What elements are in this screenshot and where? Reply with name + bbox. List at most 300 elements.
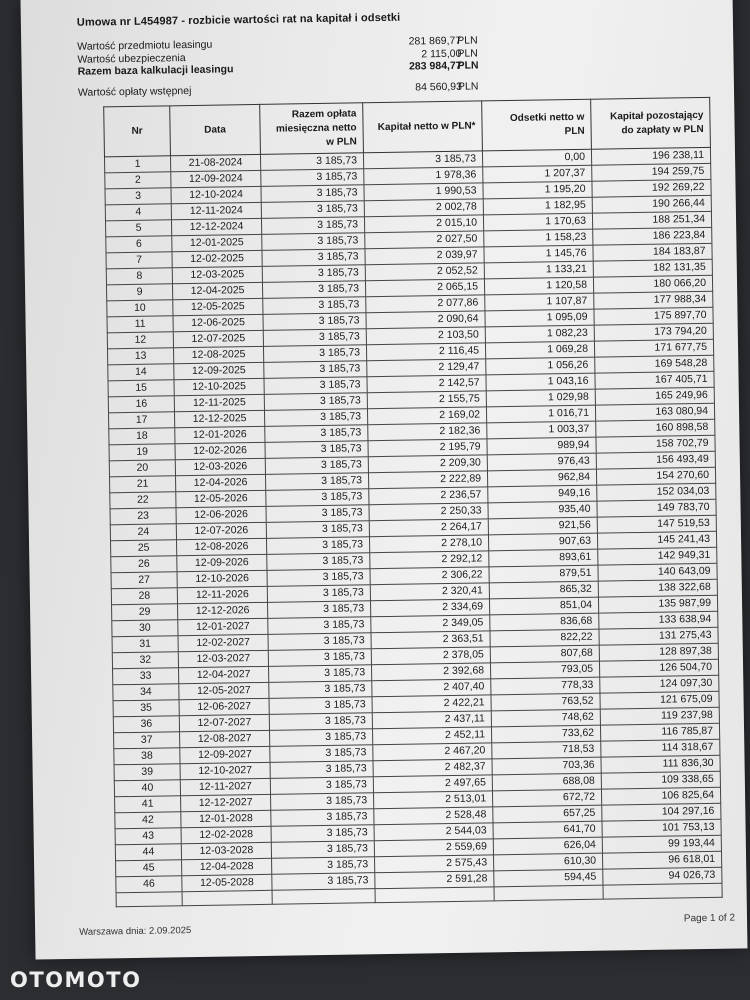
summary-label: Wartość opłaty wstępnej	[77, 84, 192, 99]
cell-remaining: 116 785,87	[600, 723, 719, 741]
cell-total: 3 185,73	[271, 841, 374, 859]
summary-value: 281 869,77	[408, 34, 462, 48]
cell-date: 12-07-2025	[173, 330, 263, 347]
cell-interest: 921,56	[488, 517, 597, 535]
cell-remaining: 119 237,98	[600, 707, 719, 725]
cell-total: 3 185,73	[263, 345, 366, 363]
cell-interest: 641,70	[493, 821, 602, 839]
cell-remaining: 128 897,38	[599, 643, 718, 661]
cell-remaining: 175 897,70	[594, 307, 713, 325]
cell-nr: 15	[108, 380, 174, 397]
cell-capital: 2 052,52	[365, 263, 484, 281]
cell-nr: 21	[110, 476, 176, 493]
cell-capital: 2 236,57	[369, 487, 488, 505]
cell-nr: 27	[111, 572, 177, 589]
cell-nr: 33	[113, 668, 179, 685]
cell-remaining: 180 066,20	[593, 275, 712, 293]
summary-value: 2 115,00	[421, 47, 462, 61]
cell-capital: 2 195,79	[368, 439, 487, 457]
cell-remaining: 171 677,75	[594, 339, 713, 357]
cell-date: 12-06-2026	[176, 506, 266, 523]
header-capital: Kapitał netto w PLN*	[363, 101, 483, 153]
cell-remaining: 131 275,43	[599, 627, 718, 645]
cell-capital: 2 467,20	[373, 743, 492, 761]
cell-capital: 2 497,65	[373, 775, 492, 793]
cell-capital: 2 116,45	[366, 343, 485, 361]
cell-capital: 2 129,47	[367, 359, 486, 377]
cell-capital: 2 182,36	[368, 423, 487, 441]
cell-total: 3 185,73	[267, 553, 370, 571]
cell-date: 12-07-2026	[176, 522, 266, 539]
cell-remaining: 138 322,68	[598, 579, 717, 597]
cell-remaining: 121 675,09	[600, 691, 719, 709]
cell-capital: 1 978,36	[364, 167, 483, 185]
cell-remaining: 140 643,09	[598, 563, 717, 581]
cell-nr: 40	[114, 780, 180, 797]
cell-total: 3 185,73	[267, 569, 370, 587]
cell-interest: 1 016,71	[486, 405, 595, 423]
cell-total: 3 185,73	[271, 809, 374, 827]
cell-capital: 2 278,10	[369, 535, 488, 553]
document-page	[21, 0, 748, 960]
cell-total: 3 185,73	[264, 377, 367, 395]
cell-date: 12-11-2025	[174, 394, 264, 411]
cell-interest: 1 120,58	[484, 277, 593, 295]
cell-date: 12-10-2027	[180, 762, 270, 779]
cell-capital: 2 482,37	[373, 759, 492, 777]
cell-remaining: 160 898,58	[596, 419, 715, 437]
summary-label: Wartość przedmiotu leasingu	[77, 38, 213, 53]
cell-remaining: 145 241,43	[597, 531, 716, 549]
cell-nr: 35	[113, 700, 179, 717]
cell-nr: 44	[115, 844, 181, 861]
cell-capital: 2 392,68	[371, 663, 490, 681]
cell-date: 12-02-2027	[178, 634, 268, 651]
cell-capital: 1 990,53	[364, 183, 483, 201]
summary-currency: PLN	[457, 47, 478, 60]
cell-nr: 5	[105, 220, 171, 237]
cell-capital: 2 292,12	[370, 551, 489, 569]
cell-date: 12-05-2025	[173, 298, 263, 315]
cell-nr: 38	[114, 748, 180, 765]
cell-remaining: 147 519,53	[597, 515, 716, 533]
cell-interest: 976,43	[487, 453, 596, 471]
cell-interest: 1 003,37	[487, 421, 596, 439]
cell-empty	[494, 885, 603, 901]
cell-interest: 989,94	[487, 437, 596, 455]
otomoto-watermark: OTOMOTO	[10, 968, 142, 992]
cell-nr: 45	[116, 860, 182, 877]
cell-interest: 907,63	[488, 533, 597, 551]
cell-date: 12-08-2027	[180, 730, 270, 747]
cell-interest: 962,84	[487, 469, 596, 487]
cell-total: 3 185,73	[269, 681, 372, 699]
cell-date: 12-01-2025	[172, 234, 262, 251]
document-title: Umowa nr L454987 - rozbicie wartości rat na kapitał i odsetki	[76, 11, 401, 29]
cell-date: 12-09-2026	[177, 554, 267, 571]
header-total: Razem opłata miesięczna netto w PLN	[260, 103, 364, 155]
cell-date: 12-05-2026	[176, 490, 266, 507]
cell-capital: 2 575,43	[375, 855, 494, 873]
cell-interest: 733,62	[491, 725, 600, 743]
summary-label: Wartość ubezpieczenia	[77, 52, 186, 66]
cell-total: 3 185,73	[265, 457, 368, 475]
cell-remaining: 114 318,67	[601, 739, 720, 757]
header-remaining: Kapitał pozostający do zapłaty w PLN	[591, 97, 711, 149]
cell-date: 12-01-2028	[181, 810, 271, 827]
cell-total: 3 185,73	[264, 393, 367, 411]
cell-date: 12-01-2026	[175, 426, 265, 443]
cell-interest: 778,33	[491, 677, 600, 695]
cell-total: 3 185,73	[267, 585, 370, 603]
cell-interest: 748,62	[491, 709, 600, 727]
cell-interest: 1 170,63	[483, 213, 592, 231]
cell-capital: 2 155,75	[367, 391, 486, 409]
cell-remaining: 194 259,75	[592, 163, 711, 181]
cell-remaining: 104 297,16	[602, 803, 721, 821]
summary-currency: PLN	[457, 34, 478, 47]
cell-date: 12-06-2025	[173, 314, 263, 331]
cell-total: 3 185,73	[262, 249, 365, 267]
header-interest: Odsetki netto w PLN	[482, 99, 592, 151]
cell-capital: 2 528,48	[374, 807, 493, 825]
summary-value: 283 984,77	[408, 59, 462, 73]
cell-total: 3 185,73	[261, 185, 364, 203]
cell-total: 3 185,73	[272, 857, 375, 875]
cell-remaining: 177 988,34	[594, 291, 713, 309]
cell-interest: 688,08	[492, 773, 601, 791]
cell-remaining: 106 825,64	[601, 787, 720, 805]
cell-interest: 935,40	[488, 501, 597, 519]
cell-nr: 20	[109, 460, 175, 477]
cell-total: 3 185,73	[264, 361, 367, 379]
cell-total: 3 185,73	[261, 201, 364, 219]
cell-remaining: 169 548,28	[595, 355, 714, 373]
cell-interest: 1 207,37	[483, 165, 592, 183]
cell-capital: 2 437,11	[372, 711, 491, 729]
cell-total: 3 185,73	[268, 617, 371, 635]
cell-interest: 807,68	[490, 645, 599, 663]
cell-nr: 8	[106, 268, 172, 285]
cell-interest: 626,04	[493, 837, 602, 855]
cell-remaining: 192 269,22	[592, 179, 711, 197]
cell-date: 12-04-2027	[179, 666, 269, 683]
cell-capital: 2 559,69	[374, 839, 493, 857]
cell-empty	[116, 892, 182, 907]
cell-nr: 24	[110, 524, 176, 541]
cell-capital: 2 407,40	[372, 679, 491, 697]
cell-capital: 2 264,17	[369, 519, 488, 537]
cell-interest: 610,30	[493, 853, 602, 871]
cell-capital: 2 065,15	[365, 279, 484, 297]
cell-total: 3 185,73	[265, 473, 368, 491]
cell-capital: 2 169,02	[367, 407, 486, 425]
cell-date: 12-10-2026	[177, 570, 267, 587]
cell-remaining: 94 026,73	[603, 867, 722, 885]
cell-interest: 1 107,87	[485, 293, 594, 311]
cell-nr: 22	[110, 492, 176, 509]
cell-date: 12-03-2026	[175, 458, 265, 475]
cell-remaining: 109 338,65	[601, 771, 720, 789]
cell-capital: 2 334,69	[370, 599, 489, 617]
cell-date: 12-01-2027	[178, 618, 268, 635]
cell-total: 3 185,73	[271, 825, 374, 843]
cell-date: 12-09-2025	[174, 362, 264, 379]
cell-remaining: 182 131,35	[593, 259, 712, 277]
cell-date: 12-12-2026	[178, 602, 268, 619]
cell-nr: 29	[112, 604, 178, 621]
cell-nr: 43	[115, 828, 181, 845]
cell-date: 12-12-2024	[171, 218, 261, 235]
footer-place-date: Warszawa dnia: 2.09.2025	[79, 925, 192, 938]
cell-remaining: 190 266,44	[592, 195, 711, 213]
cell-nr: 3	[105, 188, 171, 205]
cell-total: 3 185,73	[266, 537, 369, 555]
cell-date: 12-06-2027	[179, 698, 269, 715]
cell-date: 12-12-2025	[174, 410, 264, 427]
summary-currency: PLN	[457, 59, 479, 72]
cell-empty	[375, 887, 494, 903]
cell-capital: 3 185,73	[363, 151, 482, 169]
cell-capital: 2 103,50	[366, 327, 485, 345]
cell-nr: 34	[113, 684, 179, 701]
cell-capital: 2 363,51	[371, 631, 490, 649]
cell-total: 3 185,73	[269, 713, 372, 731]
cell-total: 3 185,73	[270, 777, 373, 795]
cell-remaining: 158 702,79	[596, 435, 715, 453]
cell-total: 3 185,73	[269, 665, 372, 683]
cell-total: 3 185,73	[264, 409, 367, 427]
cell-interest: 1 095,09	[485, 309, 594, 327]
cell-interest: 703,36	[492, 757, 601, 775]
cell-remaining: 173 794,20	[594, 323, 713, 341]
cell-total: 3 185,73	[268, 633, 371, 651]
cell-capital: 2 222,89	[368, 471, 487, 489]
cell-remaining: 165 249,96	[595, 387, 714, 405]
cell-nr: 37	[114, 732, 180, 749]
cell-nr: 25	[111, 540, 177, 557]
cell-interest: 1 056,26	[486, 357, 595, 375]
cell-interest: 1 182,95	[483, 197, 592, 215]
footer-page-number: Page 1 of 2	[683, 912, 736, 925]
schedule-table	[103, 97, 723, 907]
cell-total: 3 185,73	[270, 761, 373, 779]
cell-total: 3 185,73	[268, 601, 371, 619]
cell-interest: 793,05	[490, 661, 599, 679]
cell-date: 21-08-2024	[170, 154, 260, 171]
cell-nr: 6	[106, 236, 172, 253]
cell-interest: 672,72	[492, 789, 601, 807]
cell-nr: 23	[110, 508, 176, 525]
cell-capital: 2 349,05	[371, 615, 490, 633]
cell-interest: 657,25	[493, 805, 602, 823]
cell-total: 3 185,73	[270, 729, 373, 747]
cell-total: 3 185,73	[260, 153, 363, 171]
cell-total: 3 185,73	[263, 297, 366, 315]
cell-capital: 2 591,28	[375, 871, 494, 889]
cell-total: 3 185,73	[265, 441, 368, 459]
cell-interest: 0,00	[482, 149, 591, 167]
cell-nr: 9	[106, 284, 172, 301]
cell-remaining: 126 504,70	[599, 659, 718, 677]
cell-empty	[603, 883, 722, 899]
cell-capital: 2 544,03	[374, 823, 493, 841]
cell-remaining: 135 987,99	[598, 595, 717, 613]
cell-nr: 31	[112, 636, 178, 653]
cell-date: 12-03-2028	[181, 842, 271, 859]
cell-capital: 2 142,57	[367, 375, 486, 393]
cell-nr: 30	[112, 620, 178, 637]
cell-date: 12-04-2025	[172, 282, 262, 299]
cell-date: 12-02-2028	[181, 826, 271, 843]
cell-interest: 822,22	[490, 629, 599, 647]
cell-capital: 2 077,86	[366, 295, 485, 313]
cell-capital: 2 378,05	[371, 647, 490, 665]
cell-remaining: 96 618,01	[602, 851, 721, 869]
cell-nr: 26	[111, 556, 177, 573]
cell-total: 3 185,73	[262, 233, 365, 251]
cell-date: 12-04-2026	[176, 474, 266, 491]
header-nr: Nr	[104, 106, 171, 157]
cell-remaining: 133 638,94	[599, 611, 718, 629]
cell-date: 12-11-2026	[177, 586, 267, 603]
cell-date: 12-12-2027	[181, 794, 271, 811]
cell-empty	[182, 890, 272, 905]
cell-total: 3 185,73	[262, 265, 365, 283]
cell-interest: 1 082,23	[485, 325, 594, 343]
cell-remaining: 149 783,70	[597, 499, 716, 517]
cell-capital: 2 209,30	[368, 455, 487, 473]
cell-capital: 2 306,22	[370, 567, 489, 585]
cell-nr: 10	[107, 300, 173, 317]
cell-nr: 19	[109, 444, 175, 461]
cell-date: 12-03-2027	[178, 650, 268, 667]
cell-total: 3 185,73	[269, 697, 372, 715]
cell-nr: 36	[113, 716, 179, 733]
cell-empty	[272, 889, 375, 905]
cell-remaining: 167 405,71	[595, 371, 714, 389]
cell-nr: 12	[107, 332, 173, 349]
cell-capital: 2 250,33	[369, 503, 488, 521]
summary-line	[78, 80, 478, 99]
cell-capital: 2 452,11	[372, 727, 491, 745]
header-date: Data	[170, 104, 261, 155]
cell-total: 3 185,73	[263, 313, 366, 331]
cell-nr: 42	[115, 812, 181, 829]
cell-nr: 17	[109, 412, 175, 429]
summary-label: Razem baza kalkulacji leasingu	[77, 63, 234, 78]
cell-interest: 836,68	[490, 613, 599, 631]
cell-remaining: 99 193,44	[602, 835, 721, 853]
cell-capital: 2 039,97	[365, 247, 484, 265]
cell-date: 12-11-2027	[180, 778, 270, 795]
cell-nr: 2	[105, 172, 171, 189]
cell-remaining: 184 183,87	[593, 243, 712, 261]
cell-interest: 893,61	[489, 549, 598, 567]
cell-interest: 865,32	[489, 581, 598, 599]
cell-capital: 2 513,01	[374, 791, 493, 809]
cell-remaining: 111 836,30	[601, 755, 720, 773]
cell-interest: 1 043,16	[486, 373, 595, 391]
cell-total: 3 185,73	[272, 873, 375, 891]
cell-date: 12-09-2027	[180, 746, 270, 763]
cell-date: 12-08-2025	[173, 346, 263, 363]
cell-date: 12-05-2028	[182, 874, 272, 891]
cell-capital: 2 422,21	[372, 695, 491, 713]
summary-value: 84 560,93	[415, 80, 463, 94]
cell-nr: 18	[109, 428, 175, 445]
cell-date: 12-04-2028	[182, 858, 272, 875]
cell-interest: 949,16	[488, 485, 597, 503]
cell-nr: 28	[111, 588, 177, 605]
cell-remaining: 152 034,03	[597, 483, 716, 501]
cell-nr: 13	[107, 348, 173, 365]
cell-total: 3 185,73	[271, 793, 374, 811]
cell-nr: 46	[116, 876, 182, 893]
cell-date: 12-07-2027	[179, 714, 269, 731]
cell-remaining: 154 270,60	[596, 467, 715, 485]
cell-nr: 7	[106, 252, 172, 269]
cell-nr: 14	[108, 364, 174, 381]
cell-total: 3 185,73	[262, 281, 365, 299]
cell-date: 12-09-2024	[171, 170, 261, 187]
cell-interest: 763,52	[491, 693, 600, 711]
cell-capital: 2 090,64	[366, 311, 485, 329]
cell-interest: 594,45	[494, 869, 603, 887]
cell-interest: 1 158,23	[484, 229, 593, 247]
cell-nr: 16	[108, 396, 174, 413]
cell-date: 12-05-2027	[179, 682, 269, 699]
cell-nr: 32	[112, 652, 178, 669]
cell-total: 3 185,73	[265, 425, 368, 443]
cell-remaining: 124 097,30	[600, 675, 719, 693]
cell-interest: 1 069,28	[485, 341, 594, 359]
cell-capital: 2 320,41	[370, 583, 489, 601]
cell-remaining: 188 251,34	[592, 211, 711, 229]
cell-remaining: 142 949,31	[598, 547, 717, 565]
cell-nr: 41	[115, 796, 181, 813]
cell-nr: 4	[105, 204, 171, 221]
cell-remaining: 156 493,49	[596, 451, 715, 469]
cell-date: 12-11-2024	[171, 202, 261, 219]
cell-date: 12-02-2026	[175, 442, 265, 459]
summary-currency: PLN	[457, 80, 479, 93]
cell-interest: 1 145,76	[484, 245, 593, 263]
cell-interest: 851,04	[489, 597, 598, 615]
cell-interest: 718,53	[492, 741, 601, 759]
cell-total: 3 185,73	[268, 649, 371, 667]
cell-capital: 2 027,50	[365, 231, 484, 249]
cell-date: 12-02-2025	[172, 250, 262, 267]
cell-capital: 2 015,10	[364, 215, 483, 233]
cell-date: 12-08-2026	[177, 538, 267, 555]
cell-nr: 39	[114, 764, 180, 781]
cell-total: 3 185,73	[261, 217, 364, 235]
cell-nr: 1	[104, 156, 170, 173]
cell-remaining: 101 753,13	[602, 819, 721, 837]
cell-interest: 1 029,98	[486, 389, 595, 407]
cell-date: 12-10-2025	[174, 378, 264, 395]
cell-remaining: 196 238,11	[591, 147, 710, 165]
cell-total: 3 185,73	[266, 489, 369, 507]
cell-date: 12-03-2025	[172, 266, 262, 283]
cell-capital: 2 002,78	[364, 199, 483, 217]
cell-date: 12-10-2024	[171, 186, 261, 203]
cell-interest: 1 195,20	[483, 181, 592, 199]
cell-total: 3 185,73	[270, 745, 373, 763]
cell-interest: 879,51	[489, 565, 598, 583]
cell-total: 3 185,73	[266, 521, 369, 539]
